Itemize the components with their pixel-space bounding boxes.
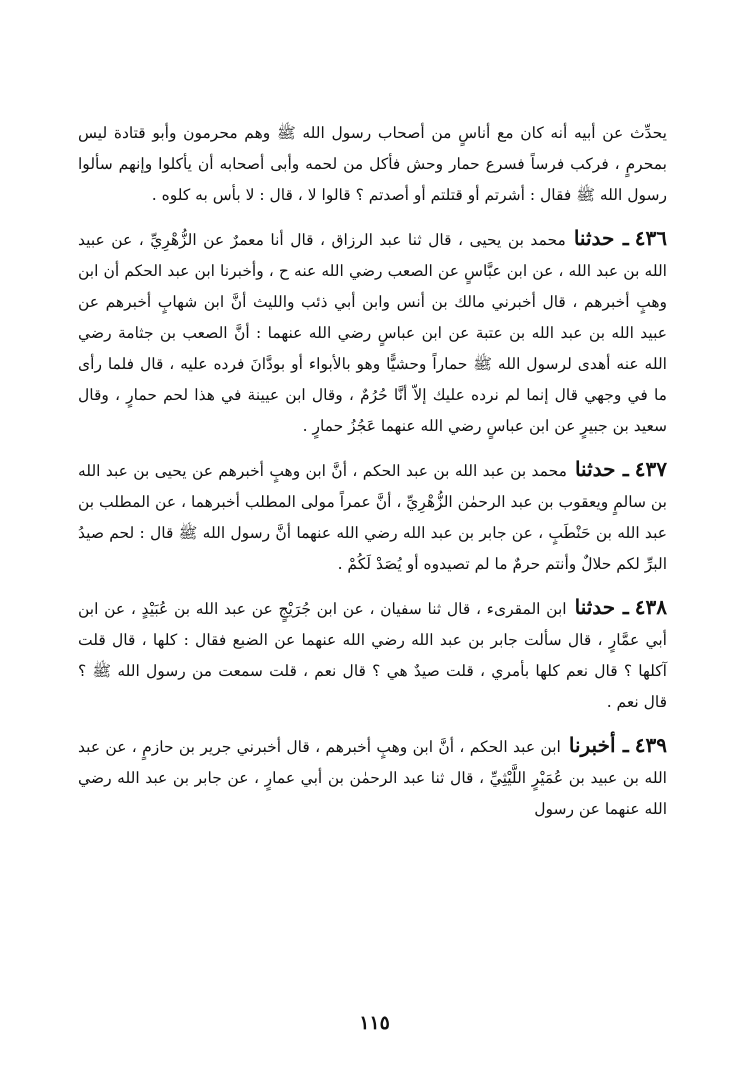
hadith-text: محمد بن عبد الله بن عبد الحكم ، أنَّ ابن وهبٍ أخبرهم عن يحيى بن عبد الله بن سالمٍ ويعقوب بن عبد الرحمٰن الزُّهْرِيِّ ، أنَّ عمراً مولى المطلب أخبرهما ، عن المطلب بن عبد الله بن حَنْطَبٍ ، عن جابر بن عبد الله رضي الله عنهما أنَّ رسول الله ﷺ قال : لحم صيدُ البرِّ لكم حلالٌ وأنتم حرمٌ ما لم تصيدوه أو يُصَدْ لَكُمْ . [78, 462, 667, 573]
hadith-436 [78, 223, 667, 442]
hadith-number: ٤٣٨ [634, 595, 667, 619]
hadith-number: ٤٣٩ [634, 733, 667, 757]
hadith-number: ٤٣٧ [634, 457, 667, 481]
hadith-verb: ـ حدثنا [574, 457, 629, 481]
hadith-text: محمد بن يحيى ، قال ثنا عبد الرزاق ، قال أنا معمرٌ عن الزُّهْرِيِّ ، عن عبيد الله بن عبد الله ، عن ابن عبَّاسٍ عن الصعب رضي الله عنه ح ، وأخبرنا ابن عبد الحكم أن ابن وهبٍ أخبرهم ، قال أخبرني مالك بن أنس وابن أبي ذئب والليث أنَّ ابن شهابٍ أخبرهم عن عبيد الله بن عبد الله بن عتبة عن ابن عباسٍ رضي الله عنهما : أنَّ الصعب بن جثامة رضي الله عنه أهدى لرسول الله ﷺ حماراً وحشيًّا وهو بالأبواء أو بودَّانَ فرده عليه ، قال فلما رأى ما في وجهي قال إنما لم نرده عليك إلاّ أنَّا حُرُمٌ ، وقال ابن عيينة في هذا لحم حمارٍ ، وقال سعيد بن جبيرٍ عن ابن عباسٍ رضي الله عنهما عَجُزُ حمارٍ . [78, 231, 667, 435]
hadith-438 [78, 592, 667, 718]
hadith-verb: ـ أخبرنا [568, 733, 629, 757]
page-number: ١١٥ [359, 1012, 390, 1034]
intro-paragraph: يحدِّث عن أبيه أنه كان مع أناسٍ من أصحاب رسول الله ﷺ وهم محرمون وأبو قتادة ليس بمحرمٍ ، فركب فرساً فسرع حمار وحش فأكل من لحمه وأبى أصحابه أن يأكلوا وإنهم سألوا رسول الله ﷺ فقال : أشرتم أو قتلتم أو أصدتم ؟ قالوا لا ، قال : لا بأس به كلوه . [78, 124, 667, 204]
hadith-text: ابن عبد الحكم ، أنَّ ابن وهبٍ أخبرهم ، قال أخبرني جرير بن حازمٍ ، عن عبد الله بن عبيد بن عُمَيْرٍ اللَّيْثِيِّ ، قال ثنا عبد الرحمٰن بن أبي عمارٍ ، عن جابر بن عبد الله رضي الله عنهما عن رسول [78, 738, 667, 818]
hadith-verb: ـ حدثنا [574, 595, 629, 619]
hadith-text: ابن المقرىء ، قال ثنا سفيان ، عن ابن جُرَيْجٍ عن عبد الله بن عُبَيْدٍ ، عن ابن أبي عمَّارٍ ، قال سألت جابر بن عبد الله رضي الله عنهما عن الضبع فقال : كلها ، قال قلت آكلها ؟ قال نعم كلها بأمري ، قلت صيدٌ هي ؟ قال نعم ، قلت سمعت من رسول الله ﷺ ؟ قال نعم . [78, 600, 667, 711]
hadith-439 [78, 730, 667, 825]
hadith-437 [78, 454, 667, 580]
hadith-verb: ـ حدثنا [573, 226, 629, 250]
page-content [78, 118, 667, 825]
hadith-number: ٤٣٦ [634, 226, 667, 250]
